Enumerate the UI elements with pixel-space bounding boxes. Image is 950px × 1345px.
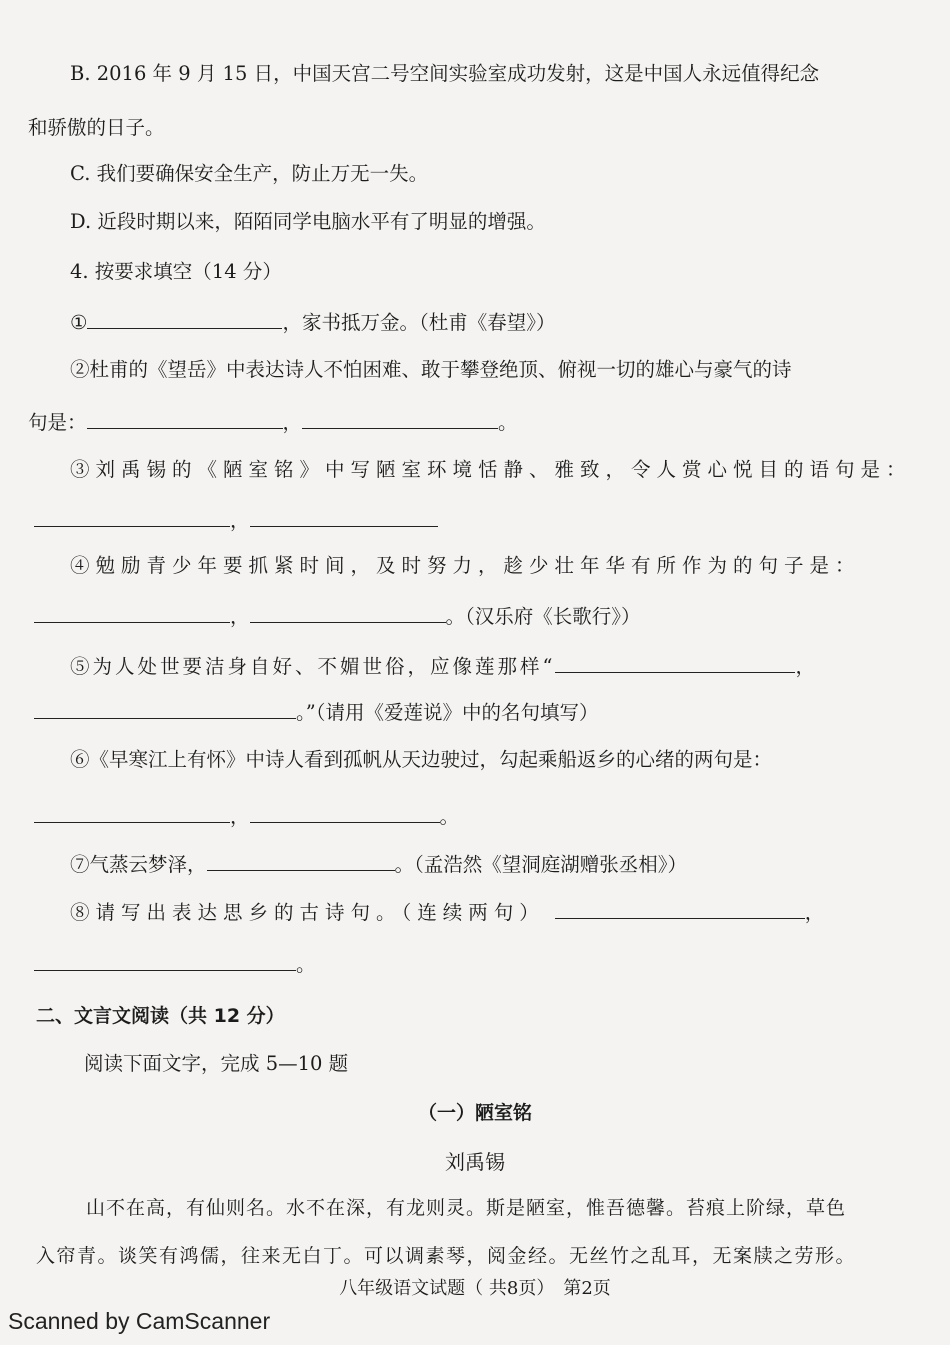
q4-item-4-line1: ④勉励青少年要抓紧时间，及时努力，趁少壮年华有所作为的句子是： bbox=[70, 554, 861, 577]
item-sep: ， bbox=[230, 509, 250, 532]
scanner-watermark: Scanned by CamScanner bbox=[8, 1308, 271, 1334]
option-b-line1: B. 2016 年 9 月 15 日，中国天宫二号空间实验室成功发射，这是中国人永远值得纪念 bbox=[70, 62, 820, 85]
item-end: 。”（请用《爱莲说》中的名句填写） bbox=[296, 701, 599, 724]
option-c: C. 我们要确保安全生产，防止万无一失。 bbox=[70, 162, 429, 185]
q4-item-8-line1 bbox=[70, 900, 824, 925]
q4-item-6-line2 bbox=[34, 804, 459, 829]
item-sep: ， bbox=[230, 605, 250, 628]
answer-blank[interactable] bbox=[250, 508, 438, 527]
passage-line-1: 山不在高，有仙则名。水不在深，有龙则灵。斯是陋室，惟吾德馨。苔痕上阶绿，草色 bbox=[86, 1197, 847, 1219]
passage-title: （一）陋室铭 bbox=[417, 1102, 532, 1124]
q4-item-2-line2 bbox=[28, 410, 518, 435]
answer-blank[interactable] bbox=[34, 604, 230, 623]
q4-item-5-line2 bbox=[34, 700, 598, 725]
item-text: ⑤为人处世要洁身自好、不媚世俗，应像莲那样“ bbox=[70, 655, 556, 678]
item-sep: ， bbox=[282, 411, 303, 434]
q4-item-7 bbox=[70, 852, 687, 877]
item-sep: ， bbox=[230, 805, 250, 828]
q4-item-3-line2 bbox=[34, 508, 438, 533]
section-2-title: 二、文言文阅读（共 12 分） bbox=[36, 1005, 285, 1027]
option-d: D. 近段时期以来，陌陌同学电脑水平有了明显的增强。 bbox=[70, 210, 546, 233]
answer-blank[interactable] bbox=[207, 852, 395, 871]
answer-blank[interactable] bbox=[555, 654, 795, 673]
item-end: 。（孟浩然《望洞庭湖赠张丞相》） bbox=[394, 853, 688, 876]
answer-blank[interactable] bbox=[250, 604, 446, 623]
answer-blank[interactable] bbox=[34, 508, 230, 527]
item-text: ⑧请写出表达思乡的古诗句。（连续两句） bbox=[70, 901, 545, 924]
item-sep: ， bbox=[804, 901, 825, 924]
q4-item-6-line1: ⑥《早寒江上有怀》中诗人看到孤帆从天边驶过，勾起乘船返乡的心绪的两句是： bbox=[70, 748, 773, 771]
item-text: 句是： bbox=[28, 411, 87, 434]
item-sep: ， bbox=[795, 655, 818, 678]
q4-item-2-line1: ②杜甫的《望岳》中表达诗人不怕困难、敢于攀登绝顶、俯视一切的雄心与豪气的诗 bbox=[70, 358, 792, 381]
answer-blank[interactable] bbox=[555, 900, 805, 919]
answer-blank[interactable] bbox=[34, 952, 296, 971]
item-text: ⑦气蒸云梦泽， bbox=[70, 853, 207, 876]
item-end: 。 bbox=[439, 805, 460, 828]
item-end: 。 bbox=[296, 953, 316, 976]
item-end: 。（汉乐府《长歌行》） bbox=[445, 605, 641, 628]
answer-blank[interactable] bbox=[302, 410, 498, 429]
answer-blank[interactable] bbox=[34, 804, 230, 823]
passage-line-2: 入帘青。谈笑有鸿儒，往来无白丁。可以调素琴，阅金经。无丝竹之乱耳，无案牍之劳形。 bbox=[36, 1245, 857, 1267]
q4-item-1 bbox=[70, 310, 556, 335]
option-b-line2: 和骄傲的日子。 bbox=[28, 116, 165, 139]
question-4-title: 4. 按要求填空（14 分） bbox=[70, 260, 282, 283]
passage-author: 刘禹锡 bbox=[445, 1150, 505, 1174]
answer-blank[interactable] bbox=[87, 310, 282, 329]
answer-blank[interactable] bbox=[250, 804, 440, 823]
item-number: ① bbox=[70, 311, 88, 334]
q4-item-5-line1 bbox=[70, 654, 818, 679]
answer-blank[interactable] bbox=[34, 700, 296, 719]
item-end: 。 bbox=[498, 411, 518, 434]
item-text: ，家书抵万金。（杜甫《春望》） bbox=[282, 311, 556, 334]
q4-item-8-line2 bbox=[34, 952, 316, 977]
answer-blank[interactable] bbox=[87, 410, 283, 429]
page-footer: 八年级语文试题（ 共8页） 第2页 bbox=[339, 1278, 611, 1299]
q4-item-3-line1: ③刘禹锡的《陋室铭》中写陋室环境恬静、雅致，令人赏心悦目的语句是： bbox=[70, 458, 912, 481]
section-2-instruction: 阅读下面文字，完成 5—10 题 bbox=[84, 1052, 349, 1075]
q4-item-4-line2 bbox=[34, 604, 641, 629]
